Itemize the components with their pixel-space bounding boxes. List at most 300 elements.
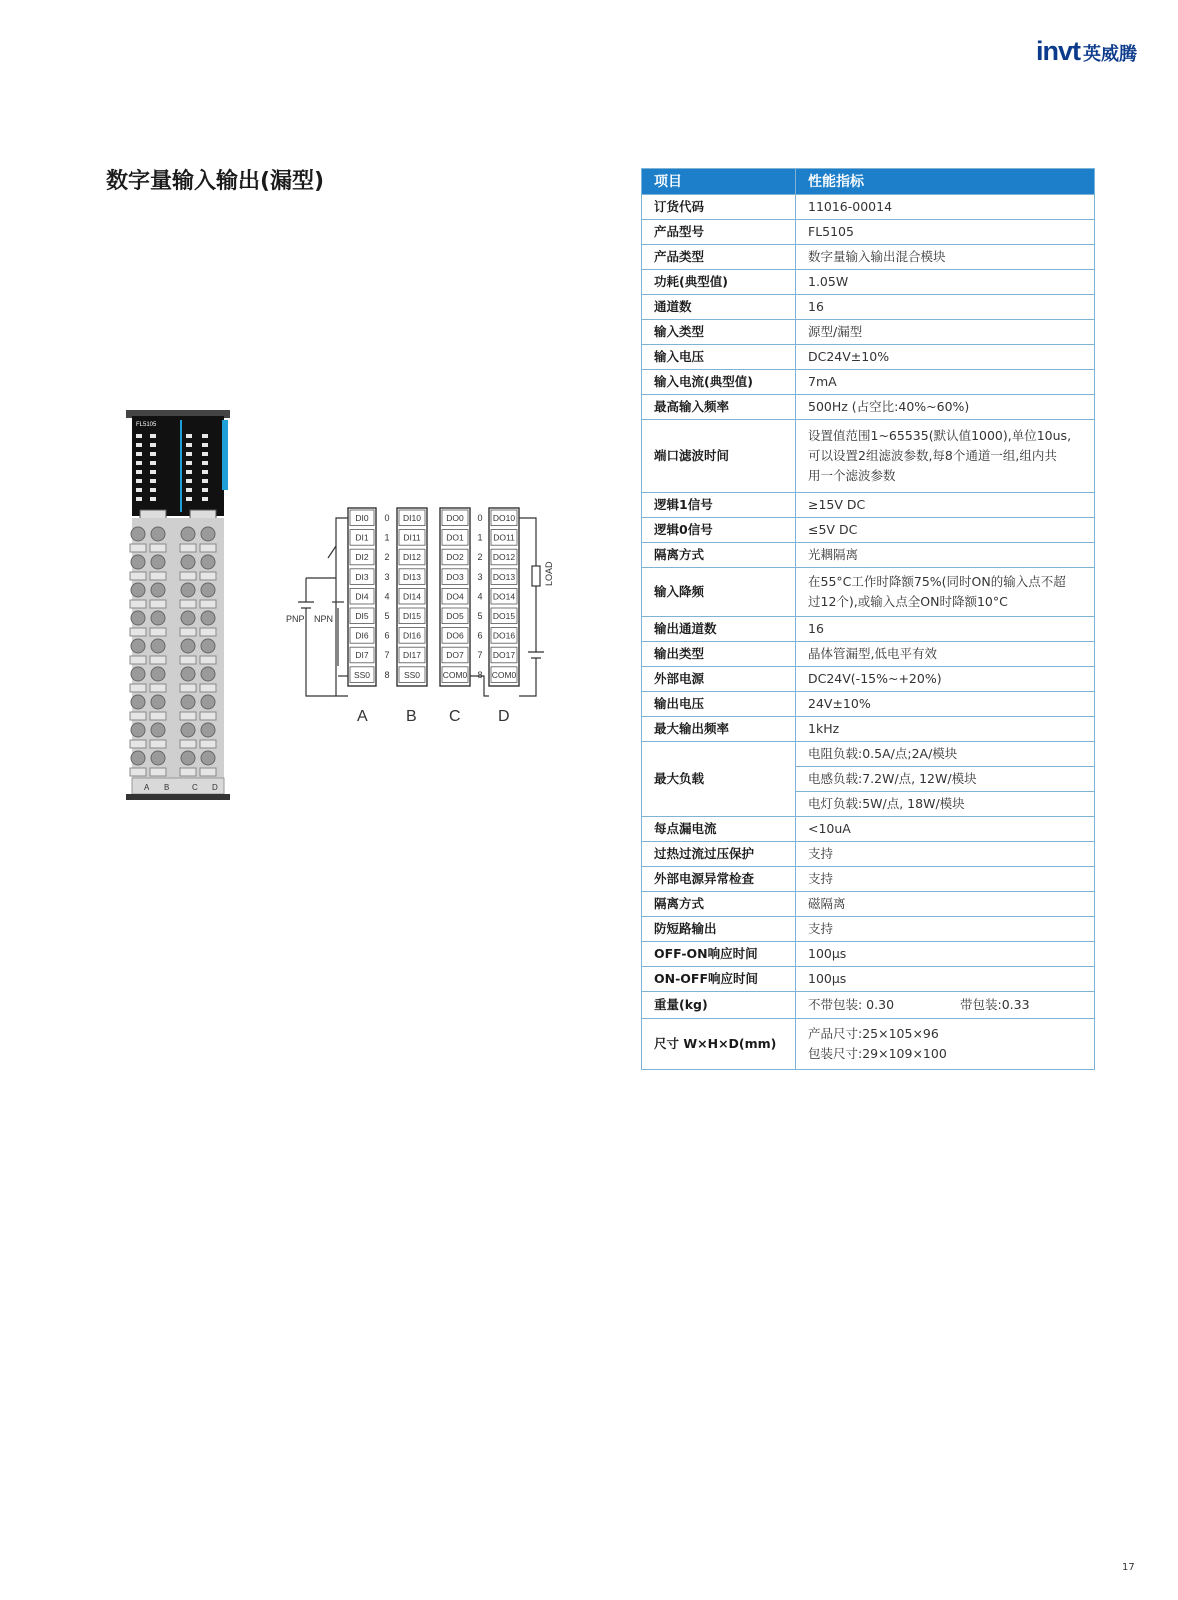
spec-value-line: DC24V(-15%~+20%) xyxy=(808,671,942,686)
spec-value xyxy=(796,667,1095,692)
led-indicator xyxy=(136,470,142,474)
spec-key: 通道数 xyxy=(642,295,796,320)
module-col-d: D xyxy=(212,783,218,792)
terminal-slot xyxy=(150,572,166,580)
terminal-screw xyxy=(181,667,195,681)
wiring-col-c: C xyxy=(449,708,461,725)
spec-value xyxy=(796,967,1095,992)
wiring-pin-number: 0 xyxy=(384,513,390,523)
led-indicator xyxy=(150,497,156,501)
spec-row xyxy=(642,817,1095,842)
terminal-slot xyxy=(180,544,196,552)
spec-row xyxy=(642,992,1095,1019)
wiring-cell-label: DI3 xyxy=(355,571,369,582)
spec-value xyxy=(796,568,1095,617)
logo-cn-text: 英威腾 xyxy=(1083,44,1138,65)
spec-key: 输出通道数 xyxy=(642,617,796,642)
spec-row xyxy=(642,917,1095,942)
spec-key: 输出类型 xyxy=(642,642,796,667)
terminal-slot xyxy=(180,600,196,608)
spec-row xyxy=(642,220,1095,245)
terminal-slot xyxy=(200,628,216,636)
invt-logo xyxy=(1036,36,1137,64)
terminal-slot xyxy=(150,656,166,664)
spec-key: 输入类型 xyxy=(642,320,796,345)
spec-row xyxy=(642,295,1095,320)
pnp-label: PNP xyxy=(286,614,305,624)
terminal-screw xyxy=(181,695,195,709)
spec-table-header xyxy=(642,169,1095,195)
spec-value xyxy=(796,320,1095,345)
terminal-screw xyxy=(131,555,145,569)
spec-value-line: 1kHz xyxy=(808,721,840,736)
spec-value xyxy=(796,195,1095,220)
terminal-screw xyxy=(151,667,165,681)
led-indicator xyxy=(136,434,142,438)
wiring-col-b: B xyxy=(406,708,417,725)
spec-row xyxy=(642,493,1095,518)
load-label: LOAD xyxy=(544,561,554,586)
terminal-slot xyxy=(150,740,166,748)
terminal-slot xyxy=(180,684,196,692)
spec-row xyxy=(642,543,1095,568)
spec-value-line: 1.05W xyxy=(808,274,849,289)
wiring-pin-number: 4 xyxy=(384,591,390,602)
wiring-cell-label: DO11 xyxy=(493,532,515,543)
terminal-slot xyxy=(200,656,216,664)
module-image xyxy=(122,406,234,826)
wiring-cell-label: DO17 xyxy=(492,650,516,661)
spec-key: 防短路输出 xyxy=(642,917,796,942)
spec-key: 最大输出频率 xyxy=(642,717,796,742)
spec-value-line: 磁隔离 xyxy=(808,896,846,911)
wiring-pin-number: 6 xyxy=(384,630,390,641)
spec-value-line: 过12个),或输入点全ON时降额10°C xyxy=(808,594,1008,609)
spec-row xyxy=(642,967,1095,992)
spec-value xyxy=(796,942,1095,967)
led-indicator xyxy=(150,479,156,483)
spec-value xyxy=(796,817,1095,842)
wiring-pin-number: 5 xyxy=(477,611,483,621)
spec-key: 输入电流(典型值) xyxy=(642,370,796,395)
terminal-slot xyxy=(130,768,146,776)
terminal-slot xyxy=(180,628,196,636)
led-indicator xyxy=(202,488,208,492)
terminal-screw xyxy=(201,527,215,541)
wiring-pin-number: 6 xyxy=(477,630,483,641)
spec-key: 产品类型 xyxy=(642,245,796,270)
spec-value-line: 光耦隔离 xyxy=(808,547,859,562)
terminal-screw xyxy=(131,667,145,681)
led-indicator xyxy=(136,488,142,492)
wiring-cell-label: DI1 xyxy=(355,532,369,543)
terminal-screw xyxy=(151,723,165,737)
spec-value: 电灯负载:5W/点, 18W/模块 xyxy=(796,792,1095,817)
page-number: 17 xyxy=(1122,1562,1135,1573)
spec-value-line: <10uA xyxy=(808,821,851,836)
wiring-cell-label: DO10 xyxy=(492,513,516,523)
spec-value xyxy=(796,295,1095,320)
spec-key: 端口滤波时间 xyxy=(642,420,796,493)
wiring-pin-number: 2 xyxy=(384,552,390,563)
terminal-screw xyxy=(151,527,165,541)
terminal-screw xyxy=(201,583,215,597)
terminal-slot xyxy=(150,628,166,636)
terminal-screw xyxy=(151,555,165,569)
wiring-pin-number: 1 xyxy=(384,532,390,543)
wiring-cell-label: DO3 xyxy=(446,571,464,582)
led-indicator xyxy=(150,461,156,465)
spec-row xyxy=(642,370,1095,395)
terminal-screw xyxy=(131,751,145,765)
wiring-pin-number: 3 xyxy=(384,571,390,582)
terminal-screw xyxy=(151,583,165,597)
spec-value xyxy=(796,220,1095,245)
wiring-cell-label: DI2 xyxy=(355,552,369,563)
spec-row xyxy=(642,395,1095,420)
terminal-slot xyxy=(150,544,166,552)
spec-value xyxy=(796,892,1095,917)
spec-key: 输入降频 xyxy=(642,568,796,617)
terminal-slot xyxy=(200,740,216,748)
wiring-cell-label: COM0 xyxy=(442,669,468,680)
spec-key: 产品型号 xyxy=(642,220,796,245)
spec-key: 最大负载 xyxy=(642,742,796,817)
wiring-cell-label: DI5 xyxy=(355,611,369,621)
wiring-cell-label: DI12 xyxy=(403,552,421,563)
terminal-screw xyxy=(201,695,215,709)
led-indicator xyxy=(136,443,142,447)
spec-value xyxy=(796,493,1095,518)
wiring-pin-number: 4 xyxy=(477,591,483,602)
terminal-slot xyxy=(200,712,216,720)
spec-value xyxy=(796,692,1095,717)
spec-row xyxy=(642,568,1095,617)
terminal-slot xyxy=(180,712,196,720)
spec-value-line: 在55°C工作时降额75%(同时ON的输入点不超 xyxy=(808,574,1066,589)
wiring-pin-number: 5 xyxy=(384,611,390,621)
terminal-screw xyxy=(181,639,195,653)
terminal-slot xyxy=(150,712,166,720)
terminal-screw xyxy=(181,583,195,597)
led-indicator xyxy=(136,461,142,465)
spec-key: 重量(kg) xyxy=(642,992,796,1019)
wiring-diagram xyxy=(284,506,574,736)
wiring-cell-label: DO4 xyxy=(446,591,464,602)
wiring-pin-number: 1 xyxy=(477,532,483,543)
wiring-col-a: A xyxy=(357,708,368,725)
spec-row xyxy=(642,867,1095,892)
terminal-screw xyxy=(151,751,165,765)
spec-value-line: 24V±10% xyxy=(808,696,871,711)
spec-key: ON-OFF响应时间 xyxy=(642,967,796,992)
spec-value xyxy=(796,395,1095,420)
spec-row xyxy=(642,617,1095,642)
page-title: 数字量输入输出(漏型) xyxy=(106,169,325,194)
wiring-cell-label: DO1 xyxy=(446,532,464,543)
wiring-pin-number: 3 xyxy=(477,571,483,582)
spec-value xyxy=(796,420,1095,493)
spec-row xyxy=(642,245,1095,270)
spec-key: 订货代码 xyxy=(642,195,796,220)
wiring-cell-label: DI0 xyxy=(355,513,369,523)
led-indicator xyxy=(186,461,192,465)
spec-value-line: ≤5V DC xyxy=(808,522,858,537)
spec-value-line: 包装尺寸:29×109×100 xyxy=(808,1046,947,1061)
spec-row xyxy=(642,195,1095,220)
spec-row xyxy=(642,518,1095,543)
spec-key: 输入电压 xyxy=(642,345,796,370)
module-col-b: B xyxy=(164,783,170,792)
terminal-slot xyxy=(150,684,166,692)
spec-value xyxy=(796,867,1095,892)
led-indicator xyxy=(186,443,192,447)
spec-value-line: 可以设置2组滤波参数,每8个通道一组,组内共 xyxy=(808,448,1057,463)
logo-brand-text: invt xyxy=(1036,36,1081,66)
spec-value-line: 支持 xyxy=(808,871,834,886)
spec-value-line: 500Hz (占空比:40%~60%) xyxy=(808,399,970,414)
spec-header-item: 项目 xyxy=(642,169,796,195)
terminal-slot xyxy=(130,600,146,608)
spec-value xyxy=(796,370,1095,395)
led-indicator xyxy=(186,470,192,474)
wiring-cell-label: DO14 xyxy=(492,591,516,602)
terminal-screw xyxy=(181,751,195,765)
wiring-cell-label: DO5 xyxy=(446,611,464,621)
spec-value-line: 源型/漏型 xyxy=(808,324,863,339)
spec-value-line: 数字量输入输出混合模块 xyxy=(808,249,946,264)
spec-value-line: 100μs xyxy=(808,946,847,961)
terminal-slot xyxy=(200,768,216,776)
spec-header-value: 性能指标 xyxy=(796,169,1095,195)
terminal-screw xyxy=(131,723,145,737)
wiring-cell-label: SS0 xyxy=(403,669,421,680)
wiring-pin-number: 7 xyxy=(477,650,483,661)
spec-key: 每点漏电流 xyxy=(642,817,796,842)
terminal-slot xyxy=(130,684,146,692)
terminal-slot xyxy=(200,600,216,608)
terminal-screw xyxy=(181,527,195,541)
led-indicator xyxy=(202,497,208,501)
spec-value-line: 支持 xyxy=(808,846,834,861)
spec-row xyxy=(642,420,1095,493)
spec-row xyxy=(642,1019,1095,1070)
spec-table xyxy=(641,168,1095,1070)
terminal-slot xyxy=(130,740,146,748)
spec-row xyxy=(642,717,1095,742)
terminal-screw xyxy=(131,639,145,653)
terminal-screw xyxy=(151,695,165,709)
terminal-slot xyxy=(130,628,146,636)
spec-key: 最高输入频率 xyxy=(642,395,796,420)
spec-value xyxy=(796,270,1095,295)
spec-key: 隔离方式 xyxy=(642,543,796,568)
terminal-slot xyxy=(130,572,146,580)
spec-value-line: 产品尺寸:25×105×96 xyxy=(808,1026,939,1041)
spec-key: 外部电源 xyxy=(642,667,796,692)
module-label: FL5105 xyxy=(136,422,157,428)
wiring-cell-label: DI10 xyxy=(403,513,421,523)
terminal-screw xyxy=(131,527,145,541)
wiring-cell-label: DO2 xyxy=(446,552,464,563)
spec-value-line: 16 xyxy=(808,299,824,314)
led-indicator xyxy=(186,434,192,438)
spec-value xyxy=(796,917,1095,942)
wiring-col-d: D xyxy=(498,708,510,725)
led-indicator xyxy=(202,461,208,465)
wiring-cell-label: DI16 xyxy=(403,630,421,641)
spec-value xyxy=(796,842,1095,867)
module-col-c: C xyxy=(192,783,198,792)
led-indicator xyxy=(136,479,142,483)
wiring-cell-label: DI14 xyxy=(403,591,421,602)
spec-key: 逻辑1信号 xyxy=(642,493,796,518)
wiring-terminal-cells xyxy=(350,510,517,682)
spec-key: 隔离方式 xyxy=(642,892,796,917)
wiring-pin-number: 7 xyxy=(384,650,390,661)
spec-row xyxy=(642,742,1095,767)
spec-value xyxy=(796,345,1095,370)
wiring-cell-label: SS0 xyxy=(353,669,371,680)
wiring-pin-number: 2 xyxy=(477,552,483,563)
spec-value-line: 晶体管漏型,低电平有效 xyxy=(808,646,937,661)
spec-value xyxy=(796,245,1095,270)
wiring-cell-label: DO12 xyxy=(492,552,516,563)
spec-row xyxy=(642,642,1095,667)
spec-value-line: 16 xyxy=(808,621,824,636)
led-indicator xyxy=(202,479,208,483)
terminal-slot xyxy=(130,656,146,664)
terminal-slot xyxy=(200,544,216,552)
module-col-a: A xyxy=(144,783,150,792)
terminal-screw xyxy=(131,695,145,709)
led-indicator xyxy=(136,452,142,456)
spec-key: OFF-ON响应时间 xyxy=(642,942,796,967)
led-indicator xyxy=(136,497,142,501)
terminal-slot xyxy=(150,600,166,608)
terminal-screw xyxy=(181,611,195,625)
led-indicator xyxy=(186,497,192,501)
npn-label: NPN xyxy=(314,614,334,624)
spec-key: 过热过流过压保护 xyxy=(642,842,796,867)
terminal-screw xyxy=(201,639,215,653)
wiring-cell-label: DI7 xyxy=(355,650,369,661)
wiring-cell-label: DO15 xyxy=(492,611,516,621)
spec-value-line: 11016-00014 xyxy=(808,199,893,214)
spec-value-line: FL5105 xyxy=(808,224,854,239)
spec-value xyxy=(796,617,1095,642)
terminal-screw xyxy=(201,667,215,681)
wiring-cell-label: DO16 xyxy=(492,630,516,641)
wiring-cell-label: DI11 xyxy=(403,532,421,543)
wiring-cell-label: DO0 xyxy=(446,513,464,523)
wiring-pin-number: 0 xyxy=(477,513,483,523)
wiring-pin-number: 8 xyxy=(477,669,483,680)
terminal-screw xyxy=(181,555,195,569)
spec-value: 电感负载:7.2W/点, 12W/模块 xyxy=(796,767,1095,792)
led-indicator xyxy=(150,488,156,492)
terminal-screw xyxy=(131,583,145,597)
spec-value-line: ≥15V DC xyxy=(808,497,866,512)
spec-row xyxy=(642,692,1095,717)
spec-value xyxy=(796,1019,1095,1070)
terminal-screw xyxy=(201,555,215,569)
spec-row xyxy=(642,270,1095,295)
spec-row xyxy=(642,942,1095,967)
wiring-cell-label: DI17 xyxy=(403,650,421,661)
spec-value-line: 支持 xyxy=(808,921,834,936)
terminal-slot xyxy=(180,768,196,776)
spec-key: 逻辑0信号 xyxy=(642,518,796,543)
terminal-slot xyxy=(200,572,216,580)
wiring-cell-label: DO13 xyxy=(492,571,516,582)
led-indicator xyxy=(202,470,208,474)
led-indicator xyxy=(150,434,156,438)
terminal-slot xyxy=(200,684,216,692)
spec-key: 输出电压 xyxy=(642,692,796,717)
terminal-screw xyxy=(201,611,215,625)
led-indicator xyxy=(202,434,208,438)
spec-value-line: 用一个滤波参数 xyxy=(808,468,896,483)
spec-value-line: 7mA xyxy=(808,374,837,389)
spec-value xyxy=(796,992,1095,1019)
weight-values xyxy=(808,995,1094,1015)
terminal-screw xyxy=(151,639,165,653)
weight-packed: 带包装:0.33 xyxy=(960,997,1030,1012)
led-indicator xyxy=(150,443,156,447)
led-indicator xyxy=(186,452,192,456)
spec-key: 功耗(典型值) xyxy=(642,270,796,295)
terminal-screw xyxy=(201,723,215,737)
terminal-screw xyxy=(181,723,195,737)
led-indicator xyxy=(202,443,208,447)
led-indicator xyxy=(186,479,192,483)
spec-value-line: 100μs xyxy=(808,971,847,986)
spec-value xyxy=(796,642,1095,667)
terminal-slot xyxy=(180,572,196,580)
spec-value-line: DC24V±10% xyxy=(808,349,890,364)
terminal-slot xyxy=(150,768,166,776)
led-indicator xyxy=(150,452,156,456)
wiring-pin-number: 8 xyxy=(384,669,390,680)
spec-row xyxy=(642,345,1095,370)
spec-value xyxy=(796,717,1095,742)
spec-row xyxy=(642,892,1095,917)
spec-row xyxy=(642,842,1095,867)
led-indicator xyxy=(186,488,192,492)
wiring-cell-label: DO6 xyxy=(446,630,464,641)
terminal-slot xyxy=(130,544,146,552)
spec-row xyxy=(642,320,1095,345)
spec-value-line: 设置值范围1~65535(默认值1000),单位10us, xyxy=(808,428,1072,443)
spec-row xyxy=(642,667,1095,692)
terminal-slot xyxy=(180,740,196,748)
weight-unpacked: 不带包装: 0.30 xyxy=(808,997,895,1012)
spec-key: 尺寸 W×H×D(mm) xyxy=(642,1019,796,1070)
wiring-cell-label: DI6 xyxy=(355,630,369,641)
terminal-screw xyxy=(151,611,165,625)
wiring-cell-label: DO7 xyxy=(446,650,464,661)
terminal-slot xyxy=(130,712,146,720)
terminal-screw xyxy=(201,751,215,765)
wiring-cell-label: COM0 xyxy=(491,669,517,680)
spec-value xyxy=(796,543,1095,568)
led-indicator xyxy=(150,470,156,474)
terminal-screw xyxy=(131,611,145,625)
spec-value xyxy=(796,518,1095,543)
terminal-slot xyxy=(180,656,196,664)
wiring-cell-label: DI4 xyxy=(355,591,369,602)
